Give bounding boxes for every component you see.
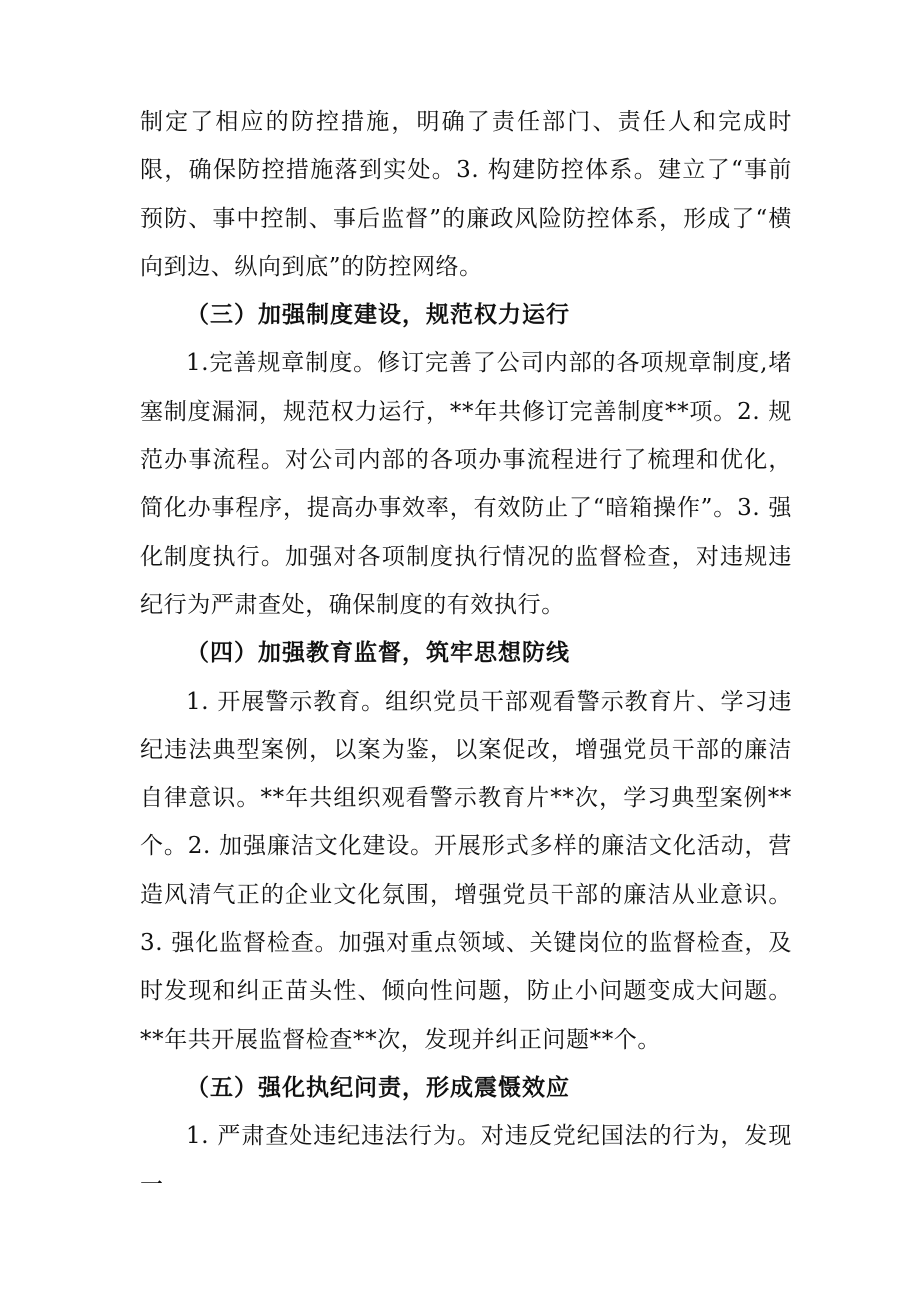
section-heading-5: （五）强化执纪问责，形成震慑效应 (186, 1073, 570, 1101)
section-heading-3: （三）加强制度建设，规范权力运行 (186, 301, 570, 329)
paragraph-institution-building: 1.完善规章制度。修订完善了公司内部的各项规章制度,堵塞制度漏洞，规范权力运行，**年共修订完善制度**项。2. 规范办事流程。对公司内部的各项办事流程进行了梳理和优化，简化办事程序，提高办事效率，有效防止了“暗箱操作”。3. 强化制度执行。加强对各项制度执行情况的监督检查，对违规违纪行为严肃查处，确保制度的有效执行。 (140, 350, 792, 618)
paragraph-risk-control-continued: 制定了相应的防控措施，明确了责任部门、责任人和完成时限，确保防控措施落到实处。3. 构建防控体系。建立了“事前预防、事中控制、事后监督”的廉政风险防控体系，形成了“横向到边、纵向到底”的防控网络。 (140, 109, 792, 280)
paragraph-discipline-accountability: 1. 严肃查处违纪违法行为。对违反党纪国法的行为，发现一 (140, 1123, 792, 1198)
section-heading-4: （四）加强教育监督，筑牢思想防线 (186, 639, 570, 667)
paragraph-education-supervision: 1. 开展警示教育。组织党员干部观看警示教育片、学习违纪违法典型案例，以案为鉴，以案促改，增强党员干部的廉洁自律意识。**年共组织观看警示教育片**次，学习典型案例**个。2. 加强廉洁文化建设。开展形式多样的廉洁文化活动，营造风清气正的企业文化氛围，增强党员干部的廉洁从业意识。3. 强化监督检查。加强对重点领域、关键岗位的监督检查，及时发现和纠正苗头性、倾向性问题，防止小问题变成大问题。**年共开展监督检查**次，发现并纠正问题**个。 (140, 688, 792, 1053)
document-body (140, 98, 792, 1209)
